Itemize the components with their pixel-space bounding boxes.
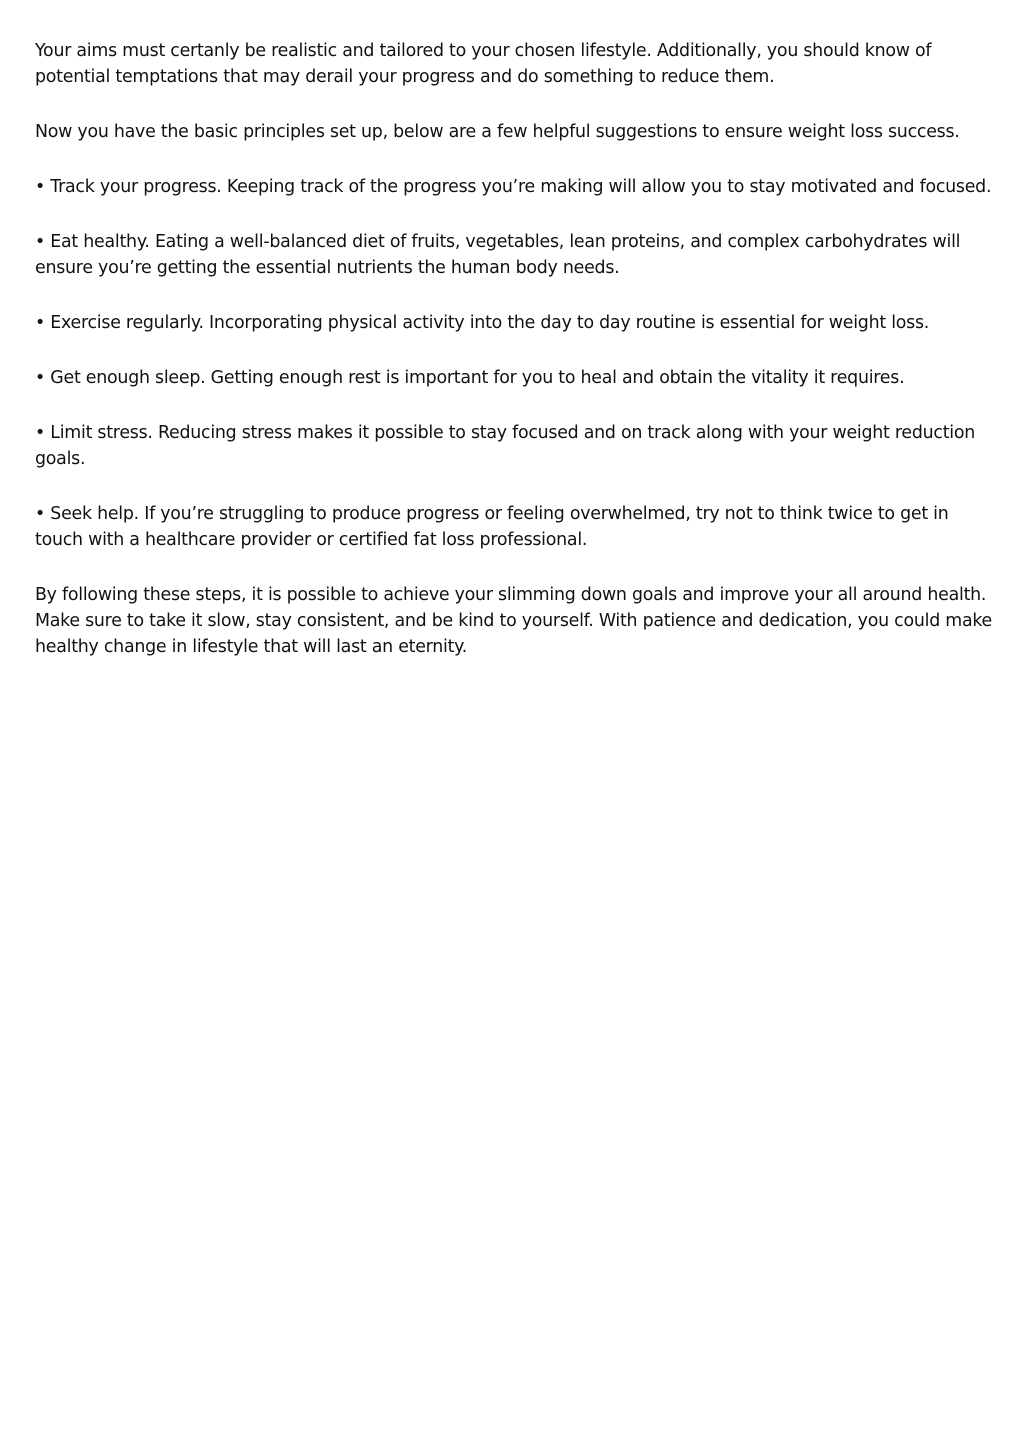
bullet-exercise: • Exercise regularly. Incorporating physical activity into the day to day routine is essential for weight loss. [35, 313, 930, 333]
paragraph-suggestions-intro: Now you have the basic principles set up, below are a few helpful suggestions to ensure weight loss success. [35, 122, 960, 142]
paragraph-goals-intro: Your aims must certanly be realistic and tailored to your chosen lifestyle. Additionally, you should know of potential temptations that may derail your progress and do something to reduce them. [35, 41, 932, 87]
bullet-seek-help: • Seek help. If you’re struggling to produce progress or feeling overwhelmed, try not to think twice to get in touch with a healthcare provider or certified fat loss professional. [35, 504, 949, 550]
document-body [35, 38, 995, 689]
bullet-track-progress: • Track your progress. Keeping track of the progress you’re making will allow you to stay motivated and focused. [35, 177, 992, 197]
bullet-limit-stress: • Limit stress. Reducing stress makes it possible to stay focused and on track along with your weight reduction goals. [35, 423, 976, 469]
bullet-eat-healthy: • Eat healthy. Eating a well-balanced diet of fruits, vegetables, lean proteins, and complex carbohydrates will ensure you’re getting the essential nutrients the human body needs. [35, 232, 961, 278]
bullet-sleep: • Get enough sleep. Getting enough rest is important for you to heal and obtain the vitality it requires. [35, 368, 905, 388]
paragraph-conclusion: By following these steps, it is possible to achieve your slimming down goals and improve your all around health. Make sure to take it slow, stay consistent, and be kind to yourself. With patience and dedication, you could make healthy change in lifestyle that will last an eternity. [35, 585, 993, 657]
